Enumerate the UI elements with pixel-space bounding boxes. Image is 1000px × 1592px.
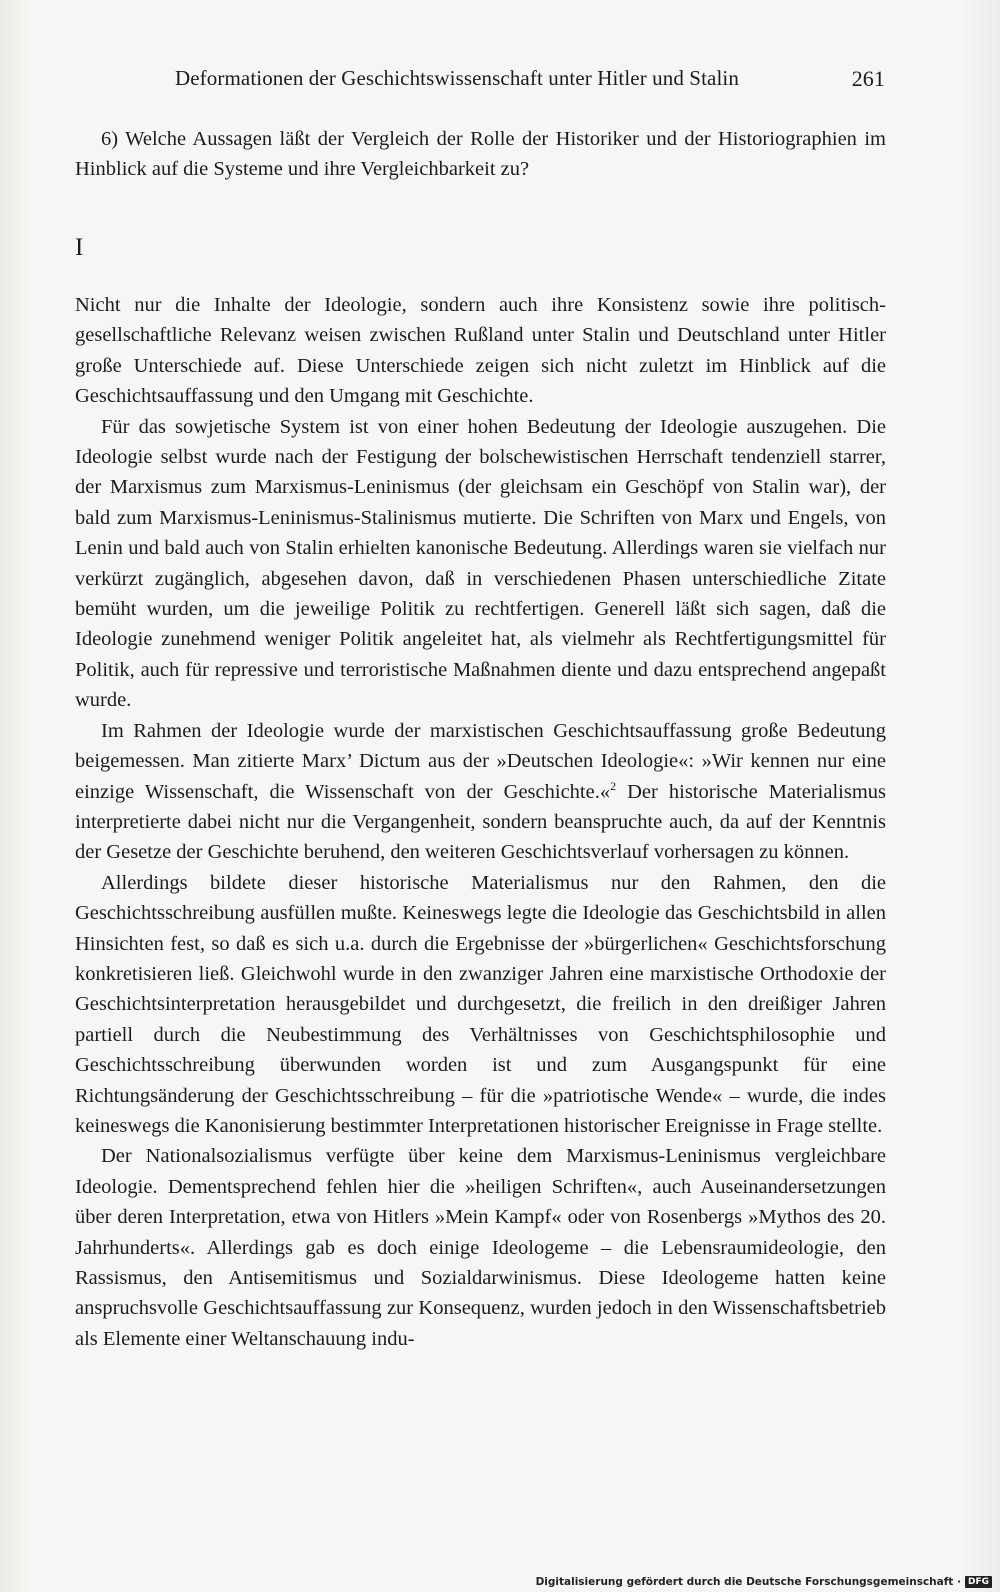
paragraph-1: Nicht nur die Inhalte der Ideologie, sondern auch ihre Konsistenz sowie ihre politisch-gesellschaftliche Relevanz weisen zwischen Rußland unter Stalin und Deutschland unter Hitler große Unterschiede auf. Diese Unterschiede zeigen sich nicht zuletzt im Hinblick auf die Geschichtsauffassung und den Umgang mit Geschichte. [75, 294, 886, 408]
paragraph-3 [75, 716, 886, 868]
dfg-logo-icon: DFG [965, 1576, 992, 1588]
question-block [75, 124, 886, 185]
paragraph-3-text: Im Rahmen der Ideologie wurde der marxistischen Geschichtsauffassung große Bedeutung beigemessen. Man zitierte Marx’ Dictum aus der »Deutschen Ideologie«: »Wir kennen nur eine einzige Wissenschaft, die Wissenschaft von der Geschichte.« [75, 719, 886, 803]
paragraph-5: Der Nationalsozialismus verfügte über keine dem Marxismus-Leninismus vergleichbare Ideologie. Dementsprechend fehlen hier die »heiligen Schriften«, auch Auseinandersetzungen über deren Interpretation, etwa von Hitlers »Mein Kampf« oder von Rosenbergs »Mythos des 20. Jahrhunderts«. Allerdings gab es doch einige Ideologeme – die Lebensraumideologie, den Rassismus, den Antisemitismus und Sozialdarwinismus. Diese Ideologeme hatten keine anspruchsvolle Geschichtsauffassung zur Konsequenz, wurden jedoch in den Wissenschaftsbetrieb als Elemente einer Weltanschauung indu- [75, 1145, 886, 1350]
page-number: 261 [851, 66, 885, 91]
footnote-marker[interactable]: 2 [610, 778, 617, 793]
question-paragraph: 6) Welche Aussagen läßt der Vergleich der Rolle der Historiker und der Historiographien im Hinblick auf die Systeme und ihre Vergleichbarkeit zu? [75, 128, 886, 181]
paragraph-2: Für das sowjetische System ist von einer hohen Bedeutung der Ideologie auszugehen. Die Ideologie selbst wurde nach der Festigung der bolschewistischen Herrschaft tendenziell starrer, der Marxismus zum Marxismus-Leninismus (der gleichsam ein Geschöpf von Stalin war), der bald zum Marxismus-Leninismus-Stalinismus mutierte. Die Schriften von Marx und Engels, von Lenin und bald auch von Stalin erhielten kanonische Bedeutung. Allerdings waren sie vielfach nur verkürzt zugänglich, abgesehen davon, daß in verschiedenen Phasen unterschiedliche Zitate bemüht wurden, um die jeweilige Politik zu rechtfertigen. Generell läßt sich sagen, daß die Ideologie zunehmend weniger Politik angeleitet hat, als vielmehr als Rechtfertigungsmittel für Politik, auch für repressive und terroristische Maßnahmen diente und dazu entsprechend angepaßt wurde. [75, 415, 886, 712]
footer-text: Digitalisierung gefördert durch die Deutsche Forschungsgemeinschaft · [535, 1576, 961, 1588]
body-text [75, 290, 886, 1354]
section-heading: I [75, 234, 84, 261]
paragraph-4: Allerdings bildete dieser historische Materialismus nur den Rahmen, den die Geschichtsschreibung ausfüllen mußte. Keineswegs legte die Ideologie das Geschichtsbild in allen Hinsichten fest, so daß es sich u.a. durch die Ergebnisse der »bürgerlichen« Geschichtsforschung konkretisieren ließ. Gleichwohl wurde in den zwanziger Jahren eine marxistische Orthodoxie der Geschichtsinterpretation herausgebildet und durchgesetzt, die freilich in den dreißiger Jahren partiell durch die Neubestimmung des Verhältnisses von Geschichtsphilosophie und Geschichtsschreibung überwunden worden ist und zum Ausgangspunkt für eine Richtungsänderung der Geschichtsschreibung – für die »patriotische Wende« – wurde, die indes keineswegs die Kanonisierung bestimmter Interpretationen historischer Ereignisse in Frage stellte. [75, 871, 886, 1137]
paragraph-3-text-cont: Der historische Materialismus interpretierte dabei nicht nur die Vergangenheit, sondern beanspruchte auch, da auf der Kenntnis der Gesetze der Geschichte beruhend, den weiteren Geschichtsverlauf vorhersagen zu können. [75, 780, 886, 864]
running-head-title: Deformationen der Geschichtswissenschaft unter Hitler und Stalin [175, 66, 739, 90]
digitization-footer [536, 1576, 992, 1588]
